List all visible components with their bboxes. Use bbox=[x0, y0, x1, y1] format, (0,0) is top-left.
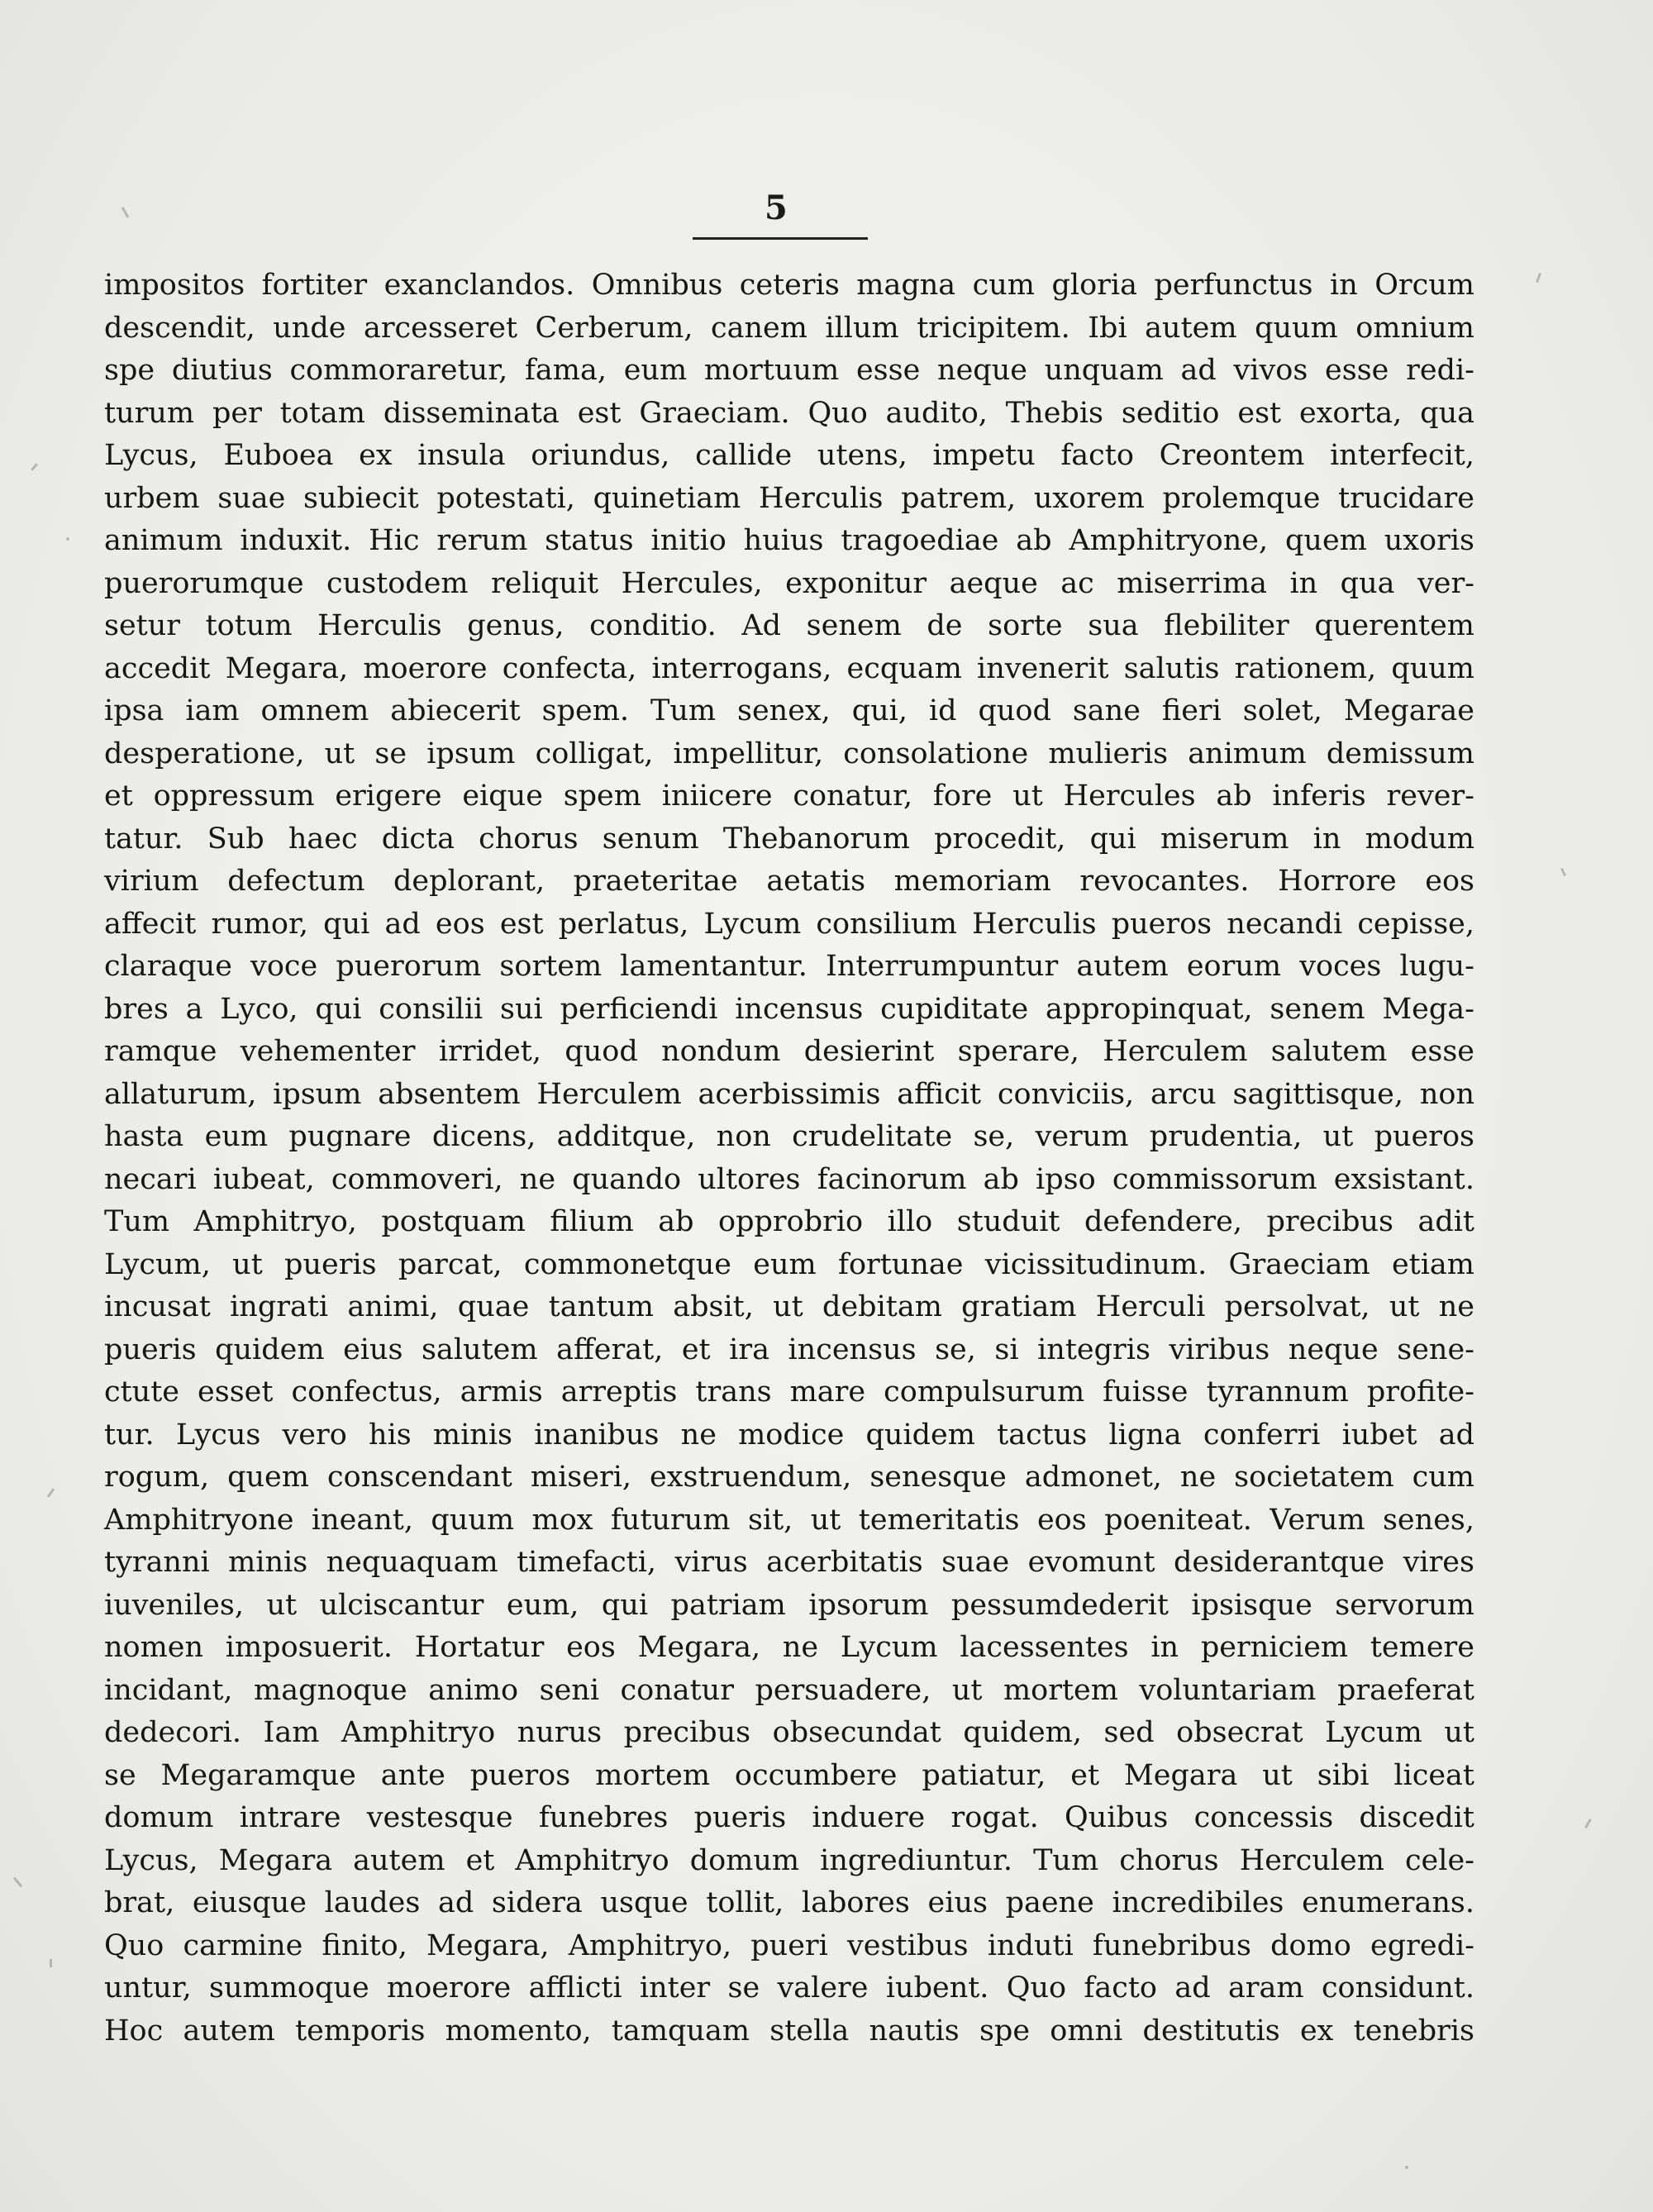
text-line: rogum, quem conscendant miseri, exstruendum, senesque admonet, ne societatem cum bbox=[104, 1461, 1474, 1494]
paper-speck bbox=[47, 1488, 55, 1498]
text-line: ipsa iam omnem abiecerit spem. Tum senex, qui, id quod sane fieri solet, Megarae bbox=[104, 694, 1474, 727]
text-line: allaturum, ipsum absentem Herculem acerbissimis afficit conviciis, arcu sagittisque, non bbox=[104, 1077, 1474, 1111]
text-line: tyranni minis nequaquam timefacti, virus acerbitatis suae evomunt desiderantque vires bbox=[104, 1546, 1474, 1579]
page-number: 5 bbox=[765, 188, 788, 227]
text-line: tur. Lycus vero his minis inanibus ne modice quidem tactus ligna conferri iubet ad bbox=[104, 1418, 1474, 1452]
text-line: incusat ingrati animi, quae tantum absit, ut debitam gratiam Herculi persolvat, ut ne bbox=[104, 1290, 1474, 1323]
text-line: ramque vehementer irridet, quod nondum desierint sperare, Herculem salutem esse bbox=[104, 1035, 1474, 1068]
text-line: et oppressum erigere eique spem iniicere conatur, fore ut Hercules ab inferis rever- bbox=[104, 779, 1474, 813]
text-line: nomen imposuerit. Hortatur eos Megara, ne Lycum lacessentes in perniciem temere bbox=[104, 1631, 1474, 1664]
text-line: Lycum, ut pueris parcat, commonetque eum fortunae vicissitudinum. Graeciam etiam bbox=[104, 1247, 1474, 1281]
paper-speck bbox=[13, 1877, 22, 1888]
text-line: pueris quidem eius salutem afferat, et ira incensus se, si integris viribus neque sene- bbox=[104, 1332, 1474, 1366]
text-line: impositos fortiter exanclandos. Omnibus ceteris magna cum gloria perfunctus in Orcum bbox=[104, 269, 1474, 302]
text-line: brat, eiusque laudes ad sidera usque tollit, labores eius paene incredibiles enumerans. bbox=[104, 1886, 1474, 1919]
header-rule bbox=[693, 237, 868, 240]
text-line: Tum Amphitryo, postquam filium ab opprobrio illo studuit defendere, precibus adit bbox=[104, 1205, 1474, 1238]
text-line: turum per totam disseminata est Graeciam. Quo audito, Thebis seditio est exorta, qua bbox=[104, 396, 1474, 430]
paper-speck bbox=[121, 207, 130, 218]
text-line: domum intrare vestesque funebres pueris induere rogat. Quibus concessis discedit bbox=[104, 1801, 1474, 1834]
text-line: Amphitryone ineant, quum mox futurum sit, ut temeritatis eos poeniteat. Verum senes, bbox=[104, 1503, 1474, 1537]
text-line: animum induxit. Hic rerum status initio huius tragoediae ab Amphitryone, quem uxoris bbox=[104, 524, 1474, 557]
text-line: desperatione, ut se ipsum colligat, impellitur, consolatione mulieris animum demissum bbox=[104, 737, 1474, 770]
text-line: puerorumque custodem reliquit Hercules, exponitur aeque ac miserrima in qua ver- bbox=[104, 566, 1474, 600]
paper-speck bbox=[50, 1959, 52, 1967]
text-line: spe diutius commoraretur, fama, eum mortuum esse neque unquam ad vivos esse redi- bbox=[104, 354, 1474, 387]
text-line: bres a Lyco, qui consilii sui perficiendi incensus cupiditate appropinquat, senem Mega- bbox=[104, 992, 1474, 1026]
paper-speck bbox=[66, 537, 69, 541]
text-line: affecit rumor, qui ad eos est perlatus, Lycum consilium Herculis pueros necandi cepisse, bbox=[104, 907, 1474, 941]
paper-speck bbox=[1584, 1819, 1592, 1828]
text-line: incidant, magnoque animo seni conatur persuadere, ut mortem voluntariam praeferat bbox=[104, 1673, 1474, 1707]
text-line: se Megaramque ante pueros mortem occumbere patiatur, et Megara ut sibi liceat bbox=[104, 1758, 1474, 1792]
text-line: claraque voce puerorum sortem lamentantur. Interrumpuntur autem eorum voces lugu- bbox=[104, 950, 1474, 983]
text-line: setur totum Herculis genus, conditio. Ad senem de sorte sua flebiliter querentem bbox=[104, 609, 1474, 642]
paper-speck bbox=[1536, 273, 1541, 283]
paper-speck bbox=[1405, 2166, 1408, 2169]
text-line: Hoc autem temporis momento, tamquam stella nautis spe omni destitutis ex tenebris bbox=[104, 2014, 1474, 2048]
text-line: iuveniles, ut ulciscantur eum, qui patriam ipsorum pessumdederit ipsisque servorum bbox=[104, 1588, 1474, 1622]
text-line: necari iubeat, commoveri, ne quando ultores facinorum ab ipso commissorum exsistant. bbox=[104, 1162, 1474, 1196]
paper-speck bbox=[1560, 868, 1566, 876]
paper-speck bbox=[31, 463, 38, 471]
text-line: tatur. Sub haec dicta chorus senum Thebanorum procedit, qui miserum in modum bbox=[104, 822, 1474, 856]
text-line: accedit Megara, moerore confecta, interrogans, ecquam invenerit salutis rationem, quum bbox=[104, 651, 1474, 685]
text-line: Quo carmine finito, Megara, Amphitryo, pueri vestibus induti funebribus domo egredi- bbox=[104, 1928, 1474, 1962]
text-line: descendit, unde arcesseret Cerberum, canem illum tricipitem. Ibi autem quum omnium bbox=[104, 311, 1474, 345]
text-line: untur, summoque moerore afflicti inter se valere iubent. Quo facto ad aram considunt. bbox=[104, 1971, 1474, 2005]
text-line: ctute esset confectus, armis arreptis trans mare compulsurum fuisse tyrannum profite- bbox=[104, 1375, 1474, 1409]
body-text bbox=[104, 265, 1474, 2095]
text-line: Lycus, Megara autem et Amphitryo domum ingrediuntur. Tum chorus Herculem cele- bbox=[104, 1843, 1474, 1877]
text-line: virium defectum deplorant, praeteritae aetatis memoriam revocantes. Horrore eos bbox=[104, 865, 1474, 898]
text-line: hasta eum pugnare dicens, additque, non crudelitate se, verum prudentia, ut pueros bbox=[104, 1120, 1474, 1153]
text-line bbox=[104, 2052, 1474, 2095]
text-line: Lycus, Euboea ex insula oriundus, callide utens, impetu facto Creontem interfecit, bbox=[104, 439, 1474, 472]
text-line: dedecori. Iam Amphitryo nurus precibus obsecundat quidem, sed obsecrat Lycum ut bbox=[104, 1716, 1474, 1749]
text-line: urbem suae subiecit potestati, quinetiam Herculis patrem, uxorem prolemque trucidare bbox=[104, 481, 1474, 515]
